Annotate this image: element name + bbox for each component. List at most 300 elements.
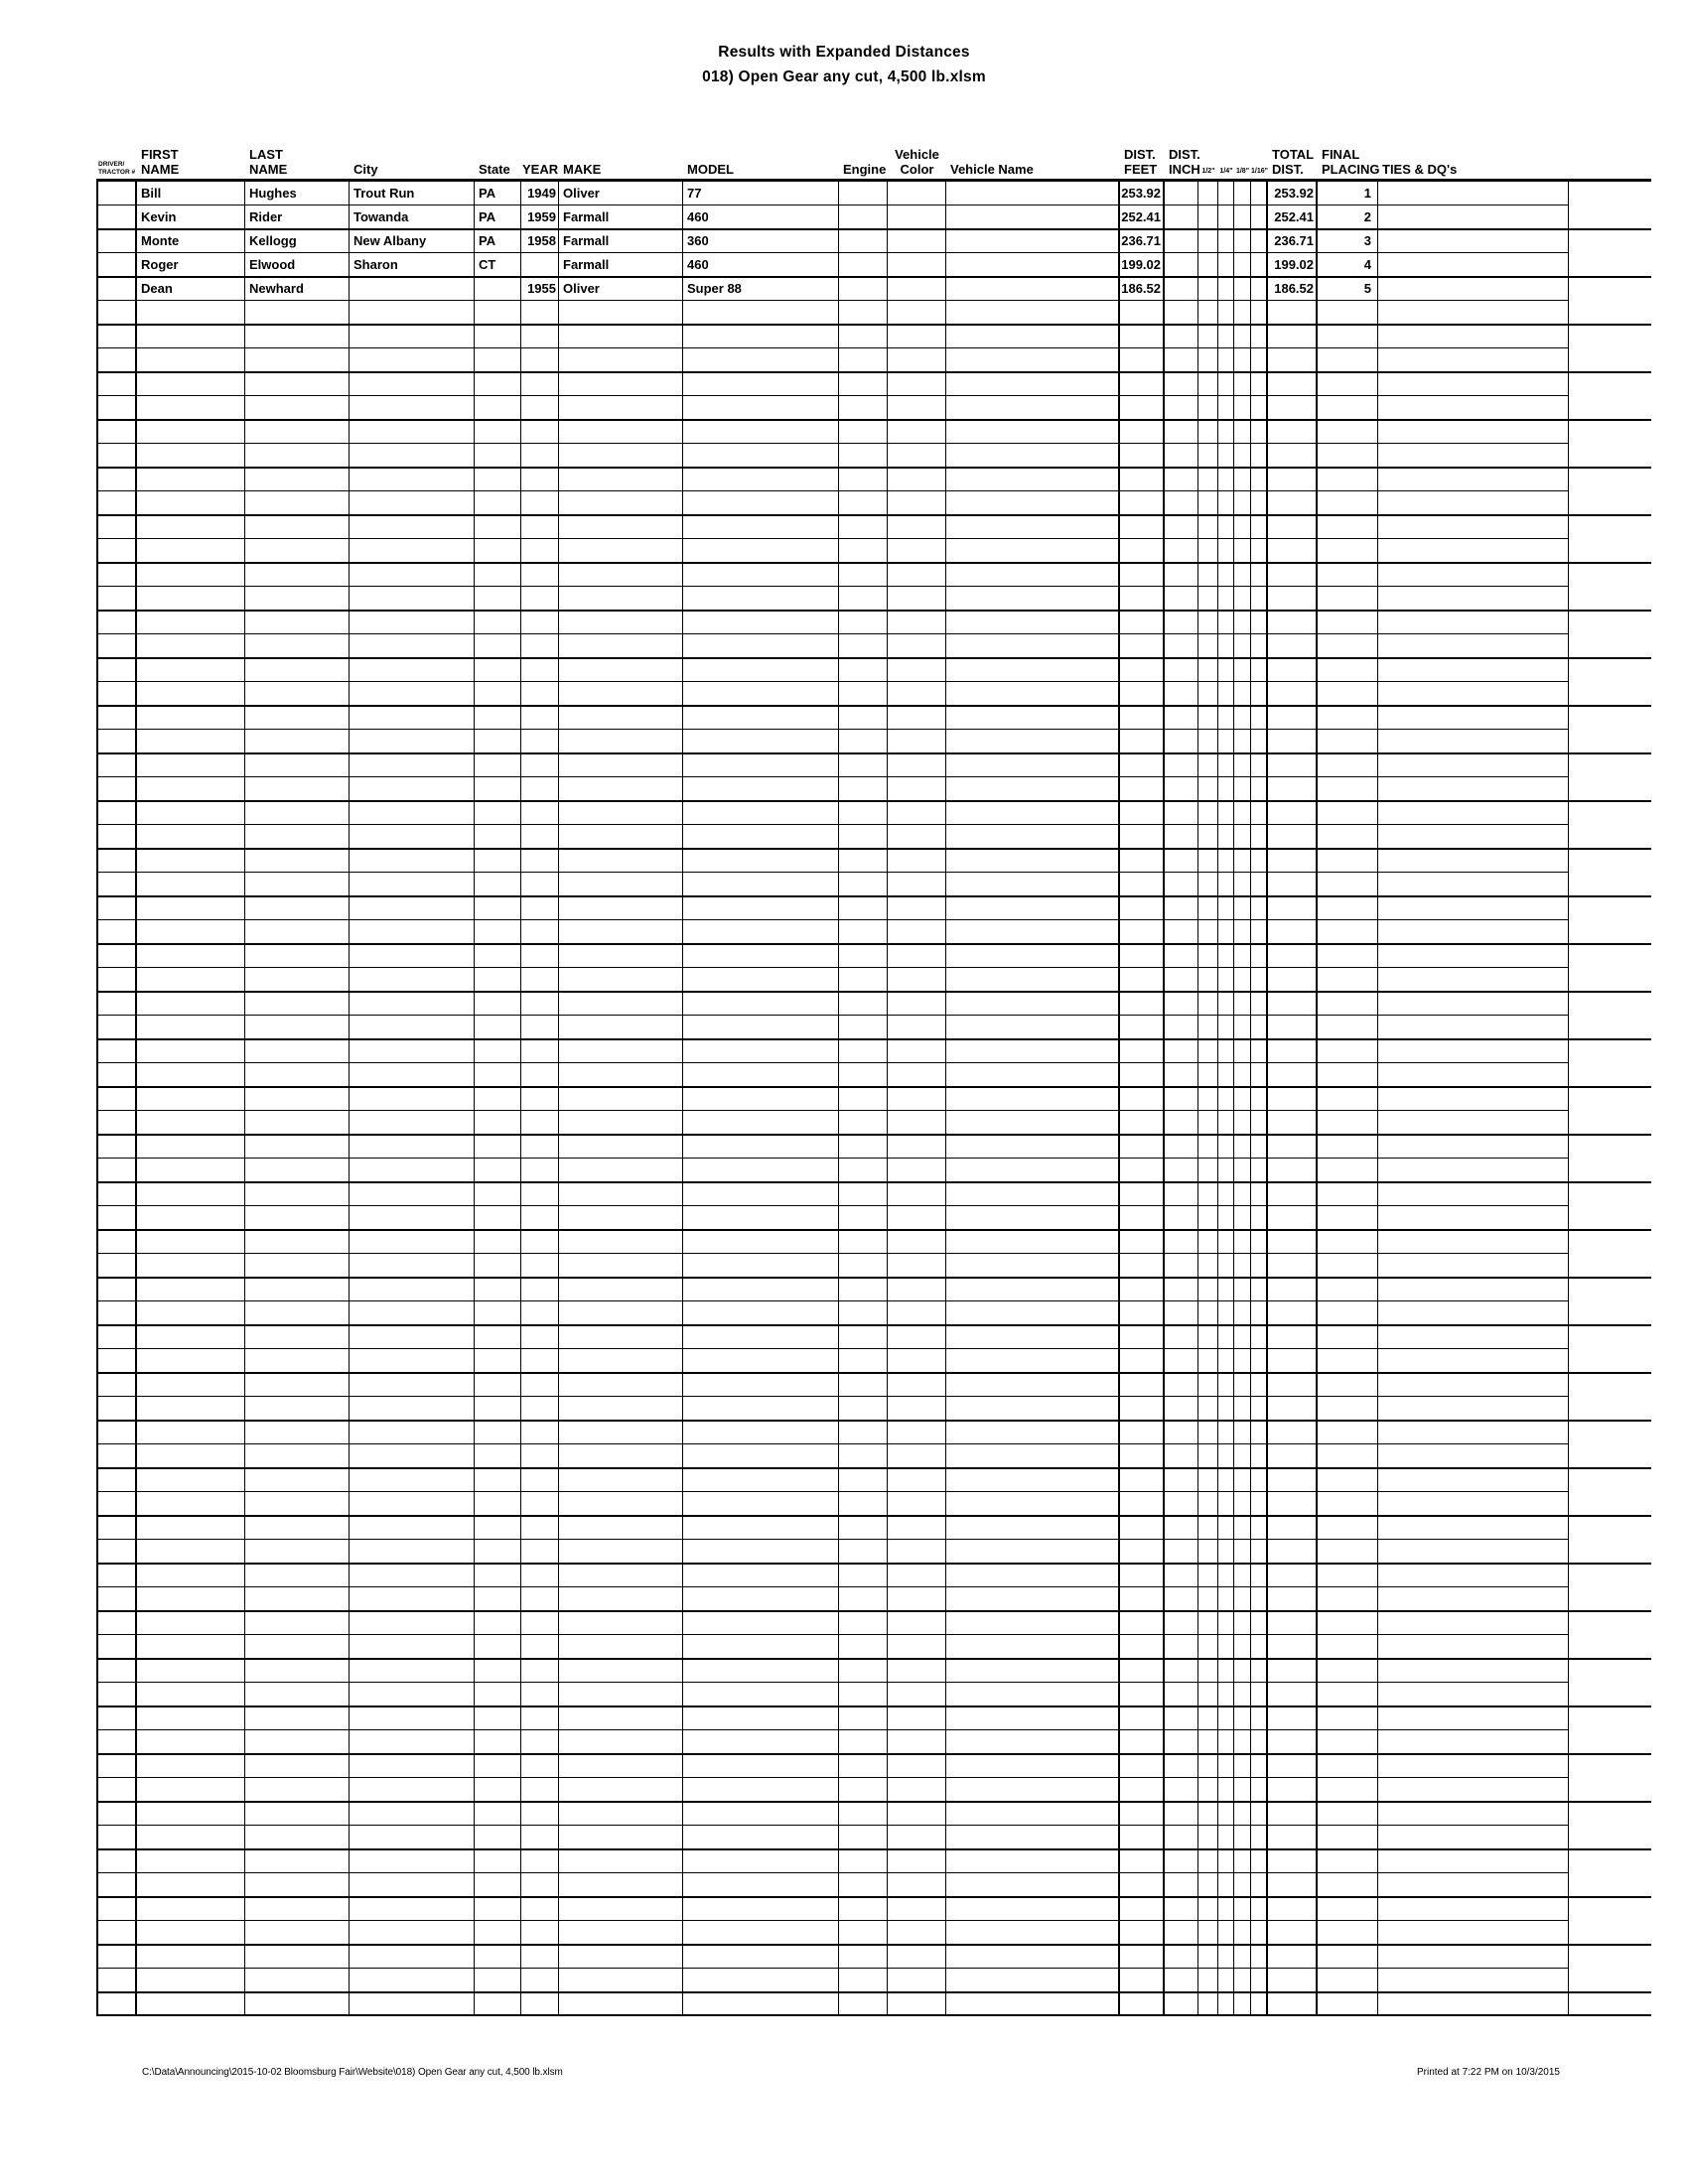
column-header-text: Vehicle Name xyxy=(950,162,1034,177)
cell-make xyxy=(559,1016,683,1038)
cell-quarter xyxy=(1218,372,1234,395)
cell-vehicle_name xyxy=(946,1540,1120,1563)
cell-year xyxy=(521,1778,559,1801)
cell-quarter xyxy=(1218,205,1234,228)
cell-placing xyxy=(1318,1325,1378,1348)
cell-first xyxy=(137,325,245,347)
cell-make xyxy=(559,1182,683,1205)
cell-city xyxy=(350,515,475,538)
cell-half xyxy=(1198,682,1218,705)
cell-dist_inch xyxy=(1165,873,1198,895)
cell-driver xyxy=(96,1325,137,1348)
cell-engine xyxy=(839,1373,888,1396)
cell-first xyxy=(137,658,245,681)
cell-last xyxy=(245,1683,350,1706)
column-header-text: INCH xyxy=(1169,162,1200,177)
cell-placing xyxy=(1318,992,1378,1015)
cell-year xyxy=(521,1659,559,1682)
cell-sixteenth xyxy=(1251,1730,1268,1753)
cell-first xyxy=(137,944,245,967)
cell-year xyxy=(521,753,559,776)
cell-vehicle_name xyxy=(946,1087,1120,1110)
cell-dist_inch xyxy=(1165,1254,1198,1277)
cell-color xyxy=(888,611,946,633)
cell-placing xyxy=(1318,1444,1378,1467)
cell-vehicle_name xyxy=(946,896,1120,919)
cell-color xyxy=(888,182,946,205)
cell-sixteenth xyxy=(1251,229,1268,252)
cell-last xyxy=(245,896,350,919)
cell-color xyxy=(888,1635,946,1658)
cell-color xyxy=(888,1087,946,1110)
empty-row xyxy=(96,1611,1651,1635)
cell-first xyxy=(137,420,245,443)
cell-engine xyxy=(839,1826,888,1848)
cell-quarter xyxy=(1218,825,1234,848)
report-title-block xyxy=(0,40,1688,89)
cell-ties xyxy=(1378,253,1569,276)
cell-year xyxy=(521,491,559,514)
cell-ties xyxy=(1378,587,1569,610)
cell-make xyxy=(559,1492,683,1515)
cell-quarter xyxy=(1218,1182,1234,1205)
cell-last xyxy=(245,777,350,800)
cell-state xyxy=(475,563,521,586)
cell-dist_inch xyxy=(1165,1706,1198,1729)
cell-ties xyxy=(1378,1182,1569,1205)
cell-make xyxy=(559,1444,683,1467)
grid-line-thick xyxy=(96,848,1651,850)
cell-dist_feet xyxy=(1120,1587,1165,1610)
cell-state xyxy=(475,1945,521,1968)
cell-make xyxy=(559,634,683,657)
cell-quarter xyxy=(1218,420,1234,443)
cell-first xyxy=(137,992,245,1015)
empty-row xyxy=(96,515,1651,539)
cell-placing xyxy=(1318,1516,1378,1539)
cell-eighth xyxy=(1234,396,1251,419)
cell-year xyxy=(521,468,559,490)
empty-row xyxy=(96,1182,1651,1206)
empty-row xyxy=(96,1206,1651,1230)
cell-model: Super 88 xyxy=(683,277,839,300)
cell-placing xyxy=(1318,849,1378,872)
cell-sixteenth xyxy=(1251,1373,1268,1396)
cell-dist_feet xyxy=(1120,372,1165,395)
cell-dist_inch xyxy=(1165,1873,1198,1896)
cell-first xyxy=(137,1659,245,1682)
cell-dist_feet xyxy=(1120,1611,1165,1634)
cell-model xyxy=(683,873,839,895)
cell-vehicle_name xyxy=(946,1397,1120,1420)
cell-city xyxy=(350,1611,475,1634)
cell-city xyxy=(350,1087,475,1110)
row-cells xyxy=(96,1492,1569,1516)
cell-eighth xyxy=(1234,1182,1251,1205)
cell-engine xyxy=(839,253,888,276)
cell-last xyxy=(245,968,350,991)
empty-row xyxy=(96,849,1651,873)
cell-year xyxy=(521,253,559,276)
cell-total xyxy=(1268,1992,1318,2015)
cell-color xyxy=(888,1706,946,1729)
cell-eighth xyxy=(1234,1421,1251,1443)
cell-state xyxy=(475,420,521,443)
cell-dist_feet xyxy=(1120,634,1165,657)
cell-ties xyxy=(1378,1444,1569,1467)
cell-color xyxy=(888,1873,946,1896)
cell-model xyxy=(683,1730,839,1753)
cell-sixteenth xyxy=(1251,182,1268,205)
cell-dist_inch xyxy=(1165,1992,1198,2015)
cell-driver xyxy=(96,682,137,705)
cell-placing xyxy=(1318,801,1378,824)
empty-row xyxy=(96,730,1651,753)
cell-make xyxy=(559,1278,683,1300)
cell-last xyxy=(245,587,350,610)
cell-placing xyxy=(1318,1111,1378,1134)
cell-first xyxy=(137,1230,245,1253)
cell-first xyxy=(137,753,245,776)
cell-color xyxy=(888,348,946,371)
cell-dist_feet xyxy=(1120,849,1165,872)
cell-color xyxy=(888,1516,946,1539)
cell-model xyxy=(683,1325,839,1348)
cell-half xyxy=(1198,1611,1218,1634)
cell-color xyxy=(888,420,946,443)
cell-dist_feet xyxy=(1120,1468,1165,1491)
cell-last xyxy=(245,1468,350,1491)
cell-half xyxy=(1198,205,1218,228)
cell-first xyxy=(137,372,245,395)
empty-row xyxy=(96,1992,1651,2016)
cell-dist_inch xyxy=(1165,1683,1198,1706)
cell-placing xyxy=(1318,1254,1378,1277)
cell-vehicle_name xyxy=(946,1444,1120,1467)
cell-model xyxy=(683,1849,839,1872)
cell-half xyxy=(1198,1254,1218,1277)
cell-sixteenth xyxy=(1251,611,1268,633)
cell-dist_inch xyxy=(1165,1159,1198,1181)
cell-last xyxy=(245,634,350,657)
cell-eighth xyxy=(1234,444,1251,467)
cell-year xyxy=(521,1683,559,1706)
cell-placing xyxy=(1318,468,1378,490)
cell-last xyxy=(245,1516,350,1539)
cell-driver xyxy=(96,1564,137,1586)
row-cells xyxy=(96,1683,1569,1706)
cell-last xyxy=(245,348,350,371)
column-header-placing xyxy=(1318,147,1378,179)
cell-total: 252.41 xyxy=(1268,205,1318,228)
cell-ties xyxy=(1378,1254,1569,1277)
cell-year xyxy=(521,1492,559,1515)
cell-model xyxy=(683,1373,839,1396)
cell-dist_inch xyxy=(1165,1325,1198,1348)
cell-driver xyxy=(96,920,137,943)
cell-engine xyxy=(839,1992,888,2015)
cell-ties xyxy=(1378,1087,1569,1110)
cell-ties xyxy=(1378,1706,1569,1729)
cell-sixteenth xyxy=(1251,1159,1268,1181)
cell-quarter xyxy=(1218,1444,1234,1467)
cell-make xyxy=(559,1969,683,1991)
cell-model xyxy=(683,1278,839,1300)
cell-color xyxy=(888,777,946,800)
cell-quarter xyxy=(1218,1349,1234,1372)
cell-placing xyxy=(1318,1206,1378,1229)
cell-sixteenth xyxy=(1251,1492,1268,1515)
cell-total xyxy=(1268,1444,1318,1467)
cell-dist_feet xyxy=(1120,1897,1165,1920)
cell-first: Bill xyxy=(137,182,245,205)
cell-last xyxy=(245,1564,350,1586)
cell-dist_inch xyxy=(1165,1540,1198,1563)
cell-sixteenth xyxy=(1251,1063,1268,1086)
column-header-dist_inch xyxy=(1165,147,1198,179)
cell-color xyxy=(888,1301,946,1324)
row-cells xyxy=(96,1635,1569,1659)
cell-sixteenth xyxy=(1251,873,1268,895)
cell-engine xyxy=(839,325,888,347)
cell-city xyxy=(350,1587,475,1610)
row-cells xyxy=(96,1301,1569,1325)
cell-last xyxy=(245,1659,350,1682)
cell-half xyxy=(1198,849,1218,872)
cell-placing xyxy=(1318,1492,1378,1515)
grid-line-thick xyxy=(96,752,1651,754)
cell-half xyxy=(1198,1468,1218,1491)
cell-dist_inch xyxy=(1165,1373,1198,1396)
cell-make xyxy=(559,992,683,1015)
cell-first xyxy=(137,1397,245,1420)
cell-make xyxy=(559,1945,683,1968)
cell-first xyxy=(137,1945,245,1968)
cell-engine xyxy=(839,1849,888,1872)
cell-sixteenth xyxy=(1251,992,1268,1015)
cell-state xyxy=(475,1373,521,1396)
empty-row xyxy=(96,992,1651,1016)
cell-last xyxy=(245,1921,350,1944)
empty-row xyxy=(96,944,1651,968)
cell-city xyxy=(350,825,475,848)
cell-sixteenth xyxy=(1251,515,1268,538)
cell-make xyxy=(559,1754,683,1777)
cell-driver xyxy=(96,587,137,610)
cell-sixteenth xyxy=(1251,1778,1268,1801)
cell-dist_feet: 236.71 xyxy=(1120,229,1165,252)
cell-vehicle_name xyxy=(946,1373,1120,1396)
cell-color xyxy=(888,1826,946,1848)
cell-total xyxy=(1268,1730,1318,1753)
cell-state xyxy=(475,277,521,300)
cell-driver xyxy=(96,1468,137,1491)
cell-eighth xyxy=(1234,491,1251,514)
cell-make xyxy=(559,1206,683,1229)
cell-first xyxy=(137,1039,245,1062)
cell-year xyxy=(521,682,559,705)
cell-placing xyxy=(1318,1945,1378,1968)
cell-sixteenth xyxy=(1251,1206,1268,1229)
cell-first xyxy=(137,1564,245,1586)
cell-state: CT xyxy=(475,253,521,276)
cell-state xyxy=(475,1349,521,1372)
cell-dist_feet xyxy=(1120,325,1165,347)
cell-half xyxy=(1198,992,1218,1015)
cell-model xyxy=(683,491,839,514)
report-title: Results with Expanded Distances xyxy=(718,44,970,61)
empty-row xyxy=(96,1635,1651,1659)
cell-sixteenth xyxy=(1251,301,1268,324)
cell-first xyxy=(137,849,245,872)
cell-model xyxy=(683,896,839,919)
cell-vehicle_name xyxy=(946,968,1120,991)
cell-engine xyxy=(839,920,888,943)
column-header-text: FINAL xyxy=(1322,147,1360,162)
row-cells xyxy=(96,1611,1569,1635)
cell-half xyxy=(1198,420,1218,443)
cell-dist_feet xyxy=(1120,1706,1165,1729)
cell-make xyxy=(559,944,683,967)
cell-state xyxy=(475,1683,521,1706)
cell-year xyxy=(521,801,559,824)
cell-placing xyxy=(1318,920,1378,943)
cell-dist_feet xyxy=(1120,468,1165,490)
row-cells xyxy=(96,825,1569,849)
row-cells xyxy=(96,277,1569,301)
grid-line-thick xyxy=(96,228,1651,230)
cell-total xyxy=(1268,301,1318,324)
cell-year xyxy=(521,1635,559,1658)
row-cells xyxy=(96,348,1569,372)
cell-quarter xyxy=(1218,1397,1234,1420)
grid-line-thick xyxy=(96,1753,1651,1755)
cell-sixteenth xyxy=(1251,777,1268,800)
cell-make xyxy=(559,1516,683,1539)
cell-last xyxy=(245,706,350,729)
cell-quarter xyxy=(1218,1969,1234,1991)
cell-driver xyxy=(96,1182,137,1205)
cell-make xyxy=(559,348,683,371)
cell-make xyxy=(559,1992,683,2015)
cell-driver xyxy=(96,1611,137,1634)
cell-vehicle_name xyxy=(946,1301,1120,1324)
cell-placing xyxy=(1318,515,1378,538)
cell-dist_feet xyxy=(1120,1039,1165,1062)
cell-first xyxy=(137,1611,245,1634)
cell-dist_feet xyxy=(1120,563,1165,586)
cell-placing xyxy=(1318,1754,1378,1777)
cell-ties xyxy=(1378,491,1569,514)
cell-quarter xyxy=(1218,944,1234,967)
cell-dist_inch xyxy=(1165,1897,1198,1920)
empty-row xyxy=(96,1325,1651,1349)
cell-dist_feet xyxy=(1120,1540,1165,1563)
table-bottom-border xyxy=(96,2014,1651,2016)
cell-dist_inch xyxy=(1165,468,1198,490)
cell-total xyxy=(1268,1063,1318,1086)
cell-vehicle_name xyxy=(946,253,1120,276)
cell-first xyxy=(137,1778,245,1801)
cell-sixteenth xyxy=(1251,634,1268,657)
cell-state xyxy=(475,944,521,967)
cell-driver xyxy=(96,539,137,562)
cell-year xyxy=(521,1182,559,1205)
cell-total xyxy=(1268,491,1318,514)
cell-dist_feet xyxy=(1120,920,1165,943)
cell-year xyxy=(521,1706,559,1729)
cell-last xyxy=(245,1230,350,1253)
empty-row xyxy=(96,1492,1651,1516)
cell-driver xyxy=(96,1969,137,1991)
cell-first xyxy=(137,825,245,848)
column-header-model xyxy=(683,162,839,179)
empty-row xyxy=(96,1516,1651,1540)
cell-city xyxy=(350,1492,475,1515)
cell-quarter xyxy=(1218,1897,1234,1920)
cell-vehicle_name xyxy=(946,1182,1120,1205)
cell-sixteenth xyxy=(1251,1969,1268,1991)
row-cells xyxy=(96,205,1569,229)
cell-vehicle_name xyxy=(946,1135,1120,1158)
grid-line-thick xyxy=(96,514,1651,516)
cell-ties xyxy=(1378,1063,1569,1086)
cell-state: PA xyxy=(475,205,521,228)
cell-sixteenth xyxy=(1251,706,1268,729)
cell-eighth xyxy=(1234,1206,1251,1229)
grid-line-thick xyxy=(96,1324,1651,1326)
cell-vehicle_name xyxy=(946,1111,1120,1134)
cell-eighth xyxy=(1234,205,1251,228)
cell-quarter xyxy=(1218,396,1234,419)
cell-last xyxy=(245,325,350,347)
cell-vehicle_name xyxy=(946,1349,1120,1372)
cell-engine xyxy=(839,801,888,824)
cell-last xyxy=(245,1039,350,1062)
cell-driver xyxy=(96,1206,137,1229)
cell-vehicle_name xyxy=(946,229,1120,252)
cell-dist_inch xyxy=(1165,301,1198,324)
cell-placing xyxy=(1318,1087,1378,1110)
cell-color xyxy=(888,1468,946,1491)
cell-color xyxy=(888,444,946,467)
cell-dist_inch xyxy=(1165,706,1198,729)
cell-sixteenth xyxy=(1251,1111,1268,1134)
cell-half xyxy=(1198,1969,1218,1991)
cell-color xyxy=(888,920,946,943)
cell-ties xyxy=(1378,1683,1569,1706)
cell-dist_feet xyxy=(1120,944,1165,967)
cell-vehicle_name xyxy=(946,1516,1120,1539)
empty-row xyxy=(96,682,1651,706)
cell-model xyxy=(683,1945,839,1968)
cell-first xyxy=(137,634,245,657)
row-cells xyxy=(96,491,1569,515)
cell-driver xyxy=(96,1444,137,1467)
cell-ties xyxy=(1378,1921,1569,1944)
cell-engine xyxy=(839,873,888,895)
cell-make xyxy=(559,1587,683,1610)
cell-sixteenth xyxy=(1251,1325,1268,1348)
cell-quarter xyxy=(1218,1802,1234,1825)
cell-half xyxy=(1198,730,1218,752)
cell-quarter xyxy=(1218,611,1234,633)
cell-dist_feet xyxy=(1120,1063,1165,1086)
cell-sixteenth xyxy=(1251,1254,1268,1277)
cell-city xyxy=(350,444,475,467)
results-table xyxy=(96,141,1651,2016)
cell-eighth xyxy=(1234,730,1251,752)
